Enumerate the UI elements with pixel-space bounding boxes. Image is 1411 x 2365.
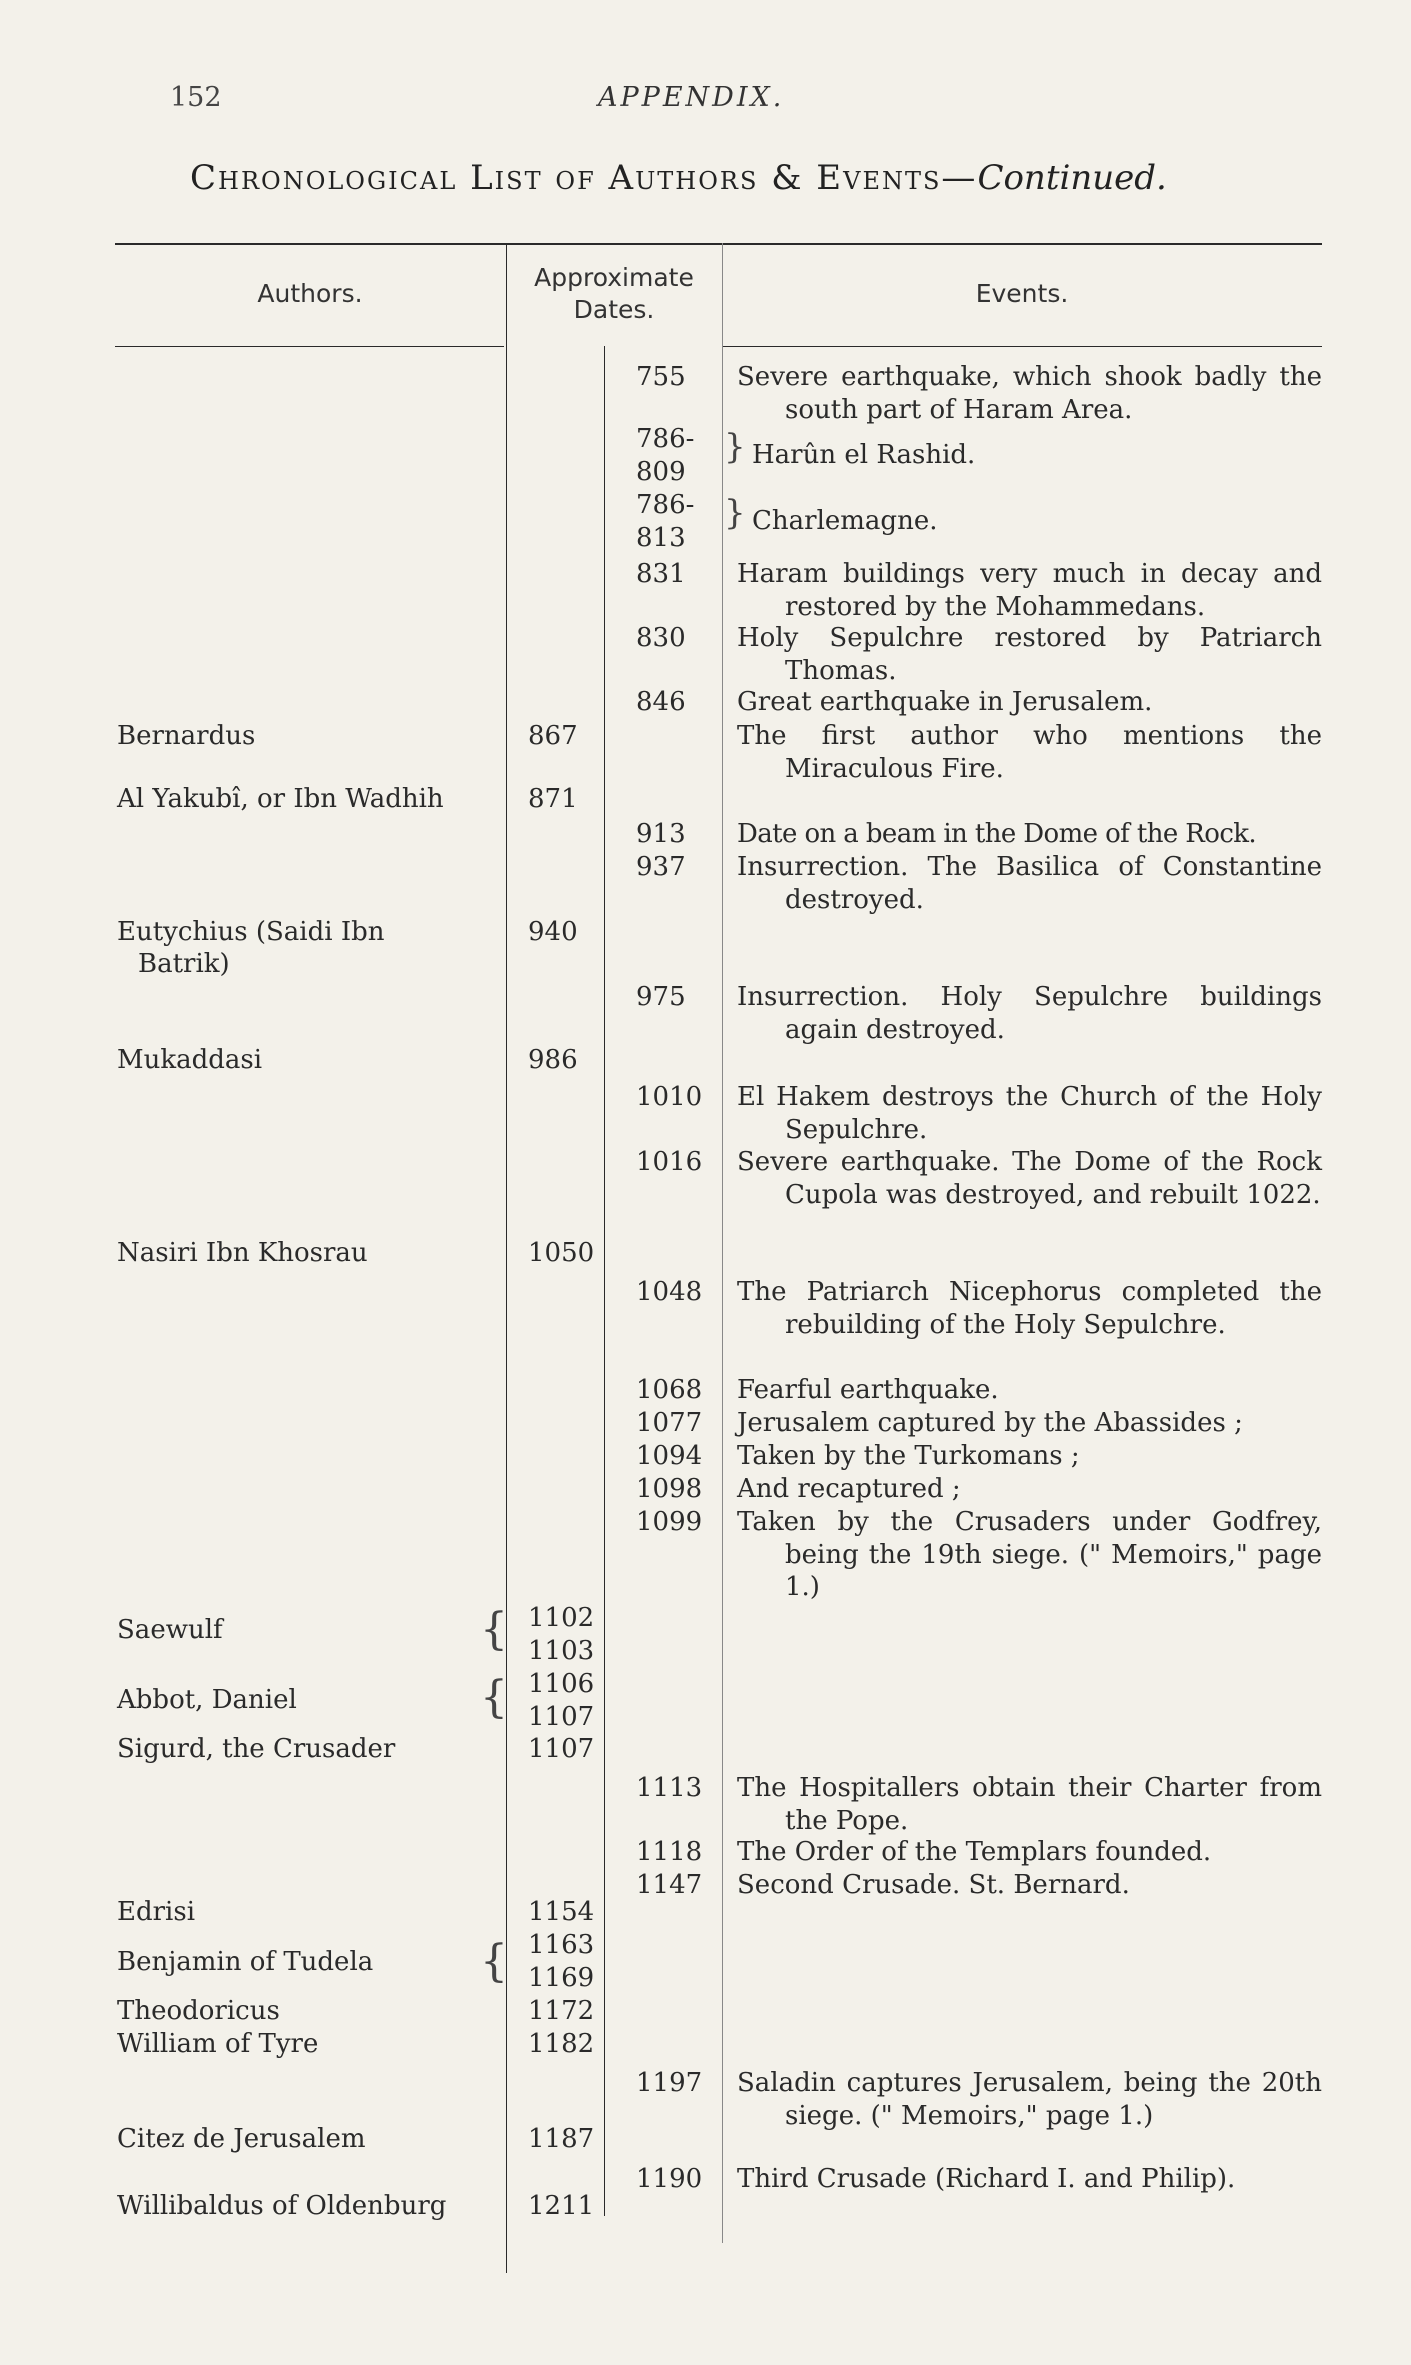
event-year: 1068 bbox=[636, 1375, 703, 1405]
event-text: Fearful earthquake. bbox=[737, 1375, 999, 1405]
author-date: 1103 bbox=[528, 1636, 595, 1666]
event-year: 913 bbox=[636, 819, 686, 849]
event-year: 831 bbox=[636, 559, 686, 589]
author-date: 867 bbox=[528, 721, 578, 751]
page-number: 152 bbox=[170, 82, 222, 113]
event-year: 1113 bbox=[636, 1773, 703, 1803]
running-title: APPENDIX. bbox=[598, 82, 785, 113]
event-year: 786- bbox=[636, 424, 695, 454]
author-date: 1172 bbox=[528, 1996, 595, 2026]
event-text: Holy Sepulchre restored by Patriarch Thomas. bbox=[737, 623, 1322, 686]
event-year: 1077 bbox=[636, 1408, 703, 1438]
event-year: 937 bbox=[636, 852, 686, 882]
event-year: 1099 bbox=[636, 1507, 703, 1537]
event-text: Charlemagne. bbox=[752, 506, 938, 536]
author-date: 1169 bbox=[528, 1963, 595, 1993]
event-text: Saladin captures Jerusalem, being the 20th siege. (" Memoirs," page 1.) bbox=[737, 2068, 1322, 2131]
author-name: Eutychius (Saidi Ibn bbox=[117, 917, 385, 947]
event-year: 1094 bbox=[636, 1441, 703, 1471]
event-year: 975 bbox=[636, 982, 686, 1012]
event-text: Taken by the Crusaders under Godfrey, being the 19th siege. (" Memoirs," page 1.) bbox=[737, 1507, 1322, 1602]
event-text: The Hospitallers obtain their Charter from the Pope. bbox=[737, 1773, 1322, 1836]
author-name: Nasiri Ibn Khosrau bbox=[117, 1238, 368, 1268]
event-text: Insurrection. The Basilica of Constantine destroyed. bbox=[737, 852, 1322, 915]
author-name: Bernardus bbox=[117, 721, 256, 751]
author-name: Edrisi bbox=[117, 1897, 196, 1927]
event-text: El Hakem destroys the Church of the Holy Sepulchre. bbox=[737, 1082, 1322, 1145]
author-name: Theodoricus bbox=[117, 1996, 280, 2026]
event-year: 830 bbox=[636, 623, 686, 653]
author-name: William of Tyre bbox=[117, 2029, 319, 2059]
brace: { bbox=[480, 1936, 508, 1987]
event-year: 1098 bbox=[636, 1474, 703, 1504]
authors-column-header: Authors. bbox=[257, 279, 363, 308]
list-title-continued: Continued. bbox=[977, 158, 1167, 198]
table-top-rule bbox=[115, 243, 1322, 245]
author-name: Citez de Jerusalem bbox=[117, 2124, 366, 2154]
author-date: 940 bbox=[528, 917, 578, 947]
author-date: 1211 bbox=[528, 2191, 595, 2221]
author-date: 1187 bbox=[528, 2124, 595, 2154]
author-name: Saewulf bbox=[117, 1615, 223, 1645]
event-text: Taken by the Turkomans ; bbox=[737, 1441, 1080, 1471]
author-date: 1163 bbox=[528, 1930, 595, 1960]
event-text: The Order of the Templars founded. bbox=[737, 1837, 1212, 1867]
author-date: 871 bbox=[528, 784, 578, 814]
author-name: Sigurd, the Crusader bbox=[117, 1734, 396, 1764]
event-year: 755 bbox=[636, 362, 686, 392]
event-text: The first author who mentions the Miraculous Fire. bbox=[737, 721, 1322, 784]
column-divider-3 bbox=[722, 243, 723, 2243]
event-text: Haram buildings very much in decay and restored by the Mohammedans. bbox=[737, 559, 1322, 622]
brace: { bbox=[480, 1672, 508, 1723]
author-date: 1182 bbox=[528, 2029, 595, 2059]
event-text: Date on a beam in the Dome of the Rock. bbox=[737, 819, 1257, 849]
event-text: Insurrection. Holy Sepulchre buildings again destroyed. bbox=[737, 982, 1322, 1045]
event-year: 1048 bbox=[636, 1277, 703, 1307]
list-title bbox=[190, 158, 1167, 198]
event-year: 809 bbox=[636, 457, 686, 487]
list-title-main: Chronological List of Authors & Events— bbox=[190, 158, 978, 198]
event-year: 1010 bbox=[636, 1082, 703, 1112]
event-year: 813 bbox=[636, 523, 686, 553]
author-name: Benjamin of Tudela bbox=[117, 1947, 374, 1977]
author-name-cont: Batrik) bbox=[138, 949, 230, 979]
event-year: 1118 bbox=[636, 1837, 703, 1867]
event-text: Great earthquake in Jerusalem. bbox=[737, 687, 1153, 717]
author-date: 986 bbox=[528, 1045, 578, 1075]
events-column-header: Events. bbox=[975, 279, 1069, 308]
event-text: Jerusalem captured by the Abassides ; bbox=[737, 1408, 1243, 1438]
brace: } bbox=[724, 427, 746, 467]
author-date: 1106 bbox=[528, 1669, 595, 1699]
event-year: 786- bbox=[636, 490, 695, 520]
event-text: And recaptured ; bbox=[737, 1474, 961, 1504]
event-year: 846 bbox=[636, 687, 686, 717]
event-text: Severe earthquake, which shook badly the south part of Haram Area. bbox=[737, 362, 1322, 425]
event-text: The Patriarch Nicephorus completed the rebuilding of the Holy Sepulchre. bbox=[737, 1277, 1322, 1340]
author-date: 1107 bbox=[528, 1702, 595, 1732]
authors-header-rule bbox=[115, 346, 504, 347]
brace: { bbox=[480, 1604, 508, 1655]
event-year: 1147 bbox=[636, 1870, 703, 1900]
author-date: 1154 bbox=[528, 1897, 595, 1927]
author-name: Willibaldus of Oldenburg bbox=[117, 2191, 447, 2221]
brace: } bbox=[724, 493, 746, 533]
author-name: Abbot, Daniel bbox=[117, 1685, 297, 1715]
author-name: Mukaddasi bbox=[117, 1045, 263, 1075]
author-date: 1102 bbox=[528, 1603, 595, 1633]
event-year: 1016 bbox=[636, 1147, 703, 1177]
event-text: Harûn el Rashid. bbox=[752, 440, 976, 470]
author-date: 1050 bbox=[528, 1238, 595, 1268]
event-text: Third Crusade (Richard I. and Philip). bbox=[737, 2164, 1236, 2194]
event-year: 1197 bbox=[636, 2068, 703, 2098]
author-date: 1107 bbox=[528, 1734, 595, 1764]
event-year: 1190 bbox=[636, 2164, 703, 2194]
event-text: Severe earthquake. The Dome of the Rock Cupola was destroyed, and rebuilt 1022. bbox=[737, 1147, 1322, 1210]
column-divider-2 bbox=[604, 346, 605, 2216]
event-text: Second Crusade. St. Bernard. bbox=[737, 1870, 1130, 1900]
author-name: Al Yakubî, or Ibn Wadhih bbox=[117, 784, 444, 814]
dates-column-header: Approximate Dates. bbox=[534, 263, 694, 324]
events-header-rule bbox=[722, 346, 1322, 347]
